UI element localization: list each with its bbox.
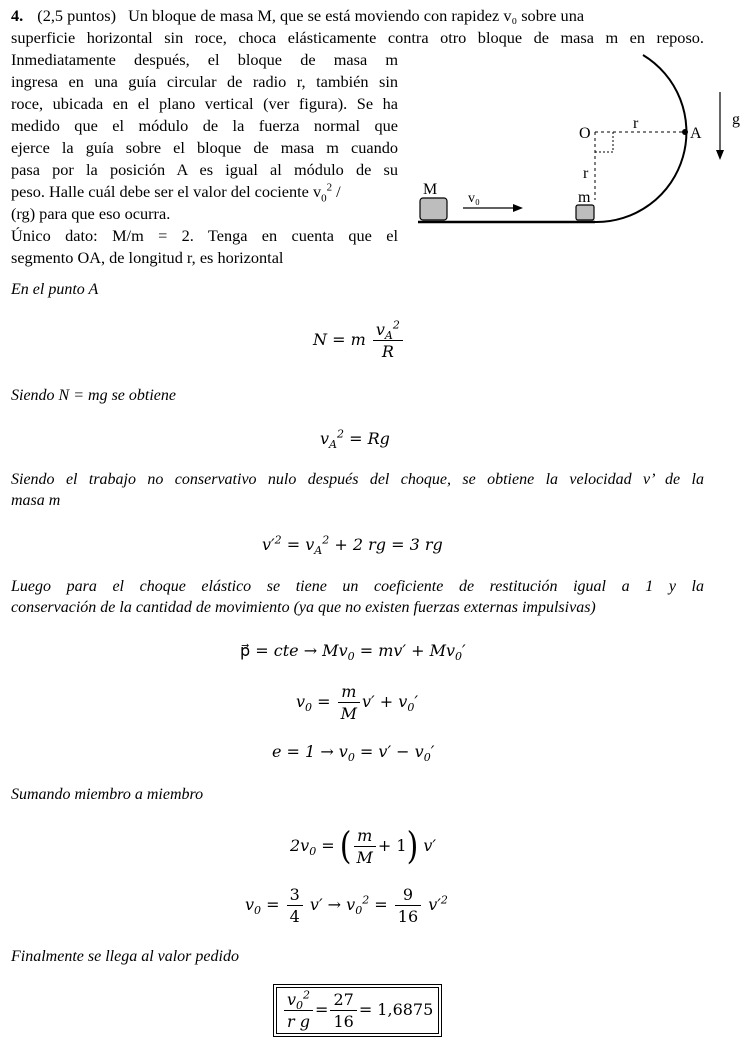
problem-left-line-peso: peso. Halle cuál debe ser el valor del cociente $v_0^2$ / — [11, 181, 341, 205]
fraction: $\frac{v_A^2}{R}$ — [373, 320, 403, 361]
problem-left-line: medido que el módulo de la fuerza normal que — [11, 116, 398, 135]
label-v0: v₀ — [468, 191, 480, 206]
equation-va-squared: $v_A^2 = Rg$ — [320, 427, 390, 452]
equation-v0-result: $v_0$ = $\frac{3}{4}$ $v' \to v_0^2$ = $\frac{9}{16}$ $v'^2$ — [245, 885, 448, 926]
fraction: $\frac{v_0^2}{\text{r g}}$ — [284, 990, 313, 1031]
solution-text-1: En el punto A — [11, 281, 99, 298]
fraction: $\frac{3}{4}$ — [287, 885, 303, 926]
circular-guide — [595, 55, 686, 222]
label-g: g — [732, 111, 740, 128]
problem-left-line: ingresa en una guía circular de radio r, también sin — [11, 72, 398, 91]
point-A — [682, 129, 688, 135]
label-r-side: r — [583, 165, 589, 182]
velocity-arrow-head — [513, 204, 523, 212]
problem-data-line: Único dato: M/m = 2. Tenga en cuenta que el — [11, 226, 398, 245]
label-m: m — [578, 189, 591, 206]
final-value: = 1,6875 — [358, 1000, 434, 1019]
block-M — [420, 198, 447, 220]
solution-text-4b: conservación de la cantidad de movimiento (ya que no existen fuerzas externas impulsivas) — [11, 599, 596, 616]
fraction: $\frac{m}{M}$ — [338, 682, 360, 723]
label-r-top: r — [633, 115, 639, 132]
label-A: A — [690, 125, 702, 142]
solution-text-3b: masa m — [11, 492, 61, 509]
problem-line-1 — [11, 5, 704, 27]
fraction: $\frac{m}{M}$ — [354, 826, 376, 867]
problem-left-line: ejerce la guía sobre el bloque de masa m cuando — [11, 138, 398, 157]
solution-text-3a: Siendo el trabajo no conservativo nulo después del choque, se obtiene la velocidad v’ de la — [11, 471, 704, 488]
right-angle-marker — [595, 132, 613, 152]
block-m — [576, 205, 594, 220]
problem-left-line: segmento OA, de longitud r, es horizontal — [11, 248, 284, 267]
gravity-arrow-head — [716, 150, 724, 160]
problem-left-line: Inmediatamente después, el bloque de masa m — [11, 50, 398, 69]
fraction: $\frac{27}{16}$ — [330, 990, 356, 1031]
solution-text-6: Finalmente se llega al valor pedido — [11, 948, 239, 965]
solution-text-2: Siendo N = mg se obtiene — [11, 387, 176, 404]
problem-left-line: (rg) para que eso ocurra. — [11, 204, 171, 223]
equation-normal-force: N = m $\frac{v_A^2}{R}$ — [313, 320, 405, 361]
equation-momentum: p⃗ = cte → $Mv_0 = mv' + Mv_0'$ — [240, 641, 466, 664]
label-O: O — [579, 125, 591, 142]
solution-text-5: Sumando miembro a miembro — [11, 786, 204, 803]
problem-line-2: superficie horizontal sin roce, choca elásticamente contra otro bloque de masa m en reposo. — [11, 28, 704, 47]
equation-energy: $v'^2 = v_A^2 + 2$ rg = 3 rg — [262, 533, 443, 558]
problem-number: 4. — [11, 6, 24, 25]
final-result-box: $\frac{v_0^2}{\text{r g}}$ = $\frac{27}{16}$ = 1,6875 — [276, 987, 439, 1034]
problem-points: (2,5 puntos) — [37, 6, 116, 25]
physics-figure — [415, 50, 755, 270]
label-M: M — [423, 181, 438, 198]
problem-text-1: Un bloque de masa M, que se está moviendo con rapidez v₀ sobre una — [128, 6, 585, 25]
solution-text-4a: Luego para el choque elástico se tiene un coeficiente de restitución igual a 1 y la — [11, 578, 704, 595]
problem-left-line: roce, ubicada en el plano vertical (ver figura). Se ha — [11, 94, 398, 113]
problem-left-line: pasa por la posición A es igual al módulo de su — [11, 160, 398, 179]
equation-sum: $2v_0$ = ( $\frac{m}{M}$ + 1) v′ — [290, 824, 437, 868]
equation-restitution: $e = 1 \to v_0 = v' - v_0'$ — [272, 742, 435, 765]
fraction: $\frac{9}{16}$ — [395, 885, 421, 926]
equation-v0-momentum: $v_0$ = $\frac{m}{M}$ $v' + v_0'$ — [296, 682, 418, 723]
